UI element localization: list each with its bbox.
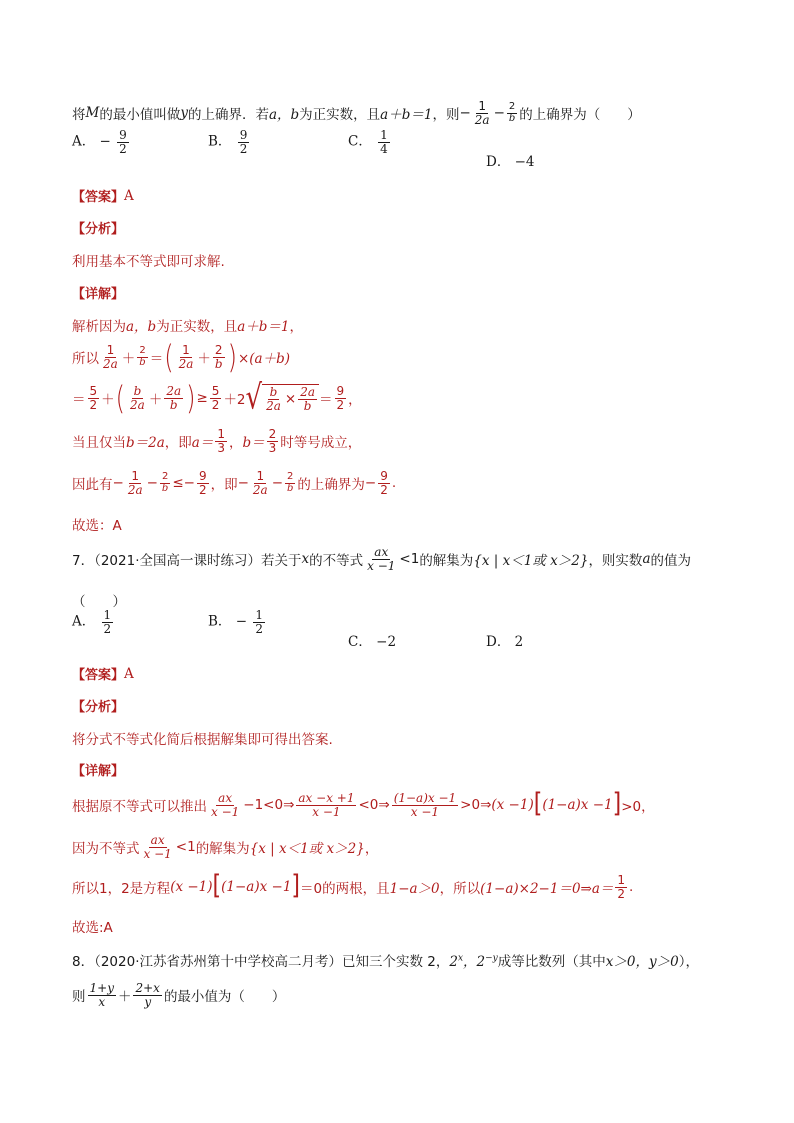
option-label: C． xyxy=(348,133,372,150)
option-label: D． xyxy=(486,634,511,650)
detail-tag: 【详解】 xyxy=(72,287,125,302)
option-sign: − xyxy=(99,133,111,150)
text: 的解集为 xyxy=(419,553,474,570)
q7-analysis-tag xyxy=(72,696,124,715)
q6-stem xyxy=(72,100,641,126)
expr-neg-frac: − $\frac{1}{2a}$ − $\frac{2}{b}$ xyxy=(459,99,516,127)
text: 的最小值叫做 xyxy=(99,107,181,124)
q6-analysis-tag xyxy=(72,218,124,237)
option-num: 9 xyxy=(119,127,127,142)
option-a xyxy=(72,609,115,635)
text: ，则实数 xyxy=(588,553,643,570)
solution-set: {x | x＜1或 x＞2} xyxy=(249,841,365,858)
option-label: C． xyxy=(348,634,372,650)
text: ， xyxy=(348,392,362,409)
text: 所以1，2是方程 xyxy=(72,881,171,898)
text: 所以 xyxy=(72,351,99,368)
option-num: 1 xyxy=(380,127,388,142)
analysis-text: 将分式不等式化简后根据解集即可得出答案. xyxy=(72,732,333,748)
q7-stem: 7．（2021·全国高一课时练习）若关于 x 的不等式 $\frac{ax}{x -1}$ <1 的解集为 {x | x＜1或 x＞2} ，则实数 a 的值为 xyxy=(72,545,691,573)
text: 为正实数，且 xyxy=(299,107,381,124)
text: ＋2 xyxy=(223,392,246,409)
text: ，所以 xyxy=(439,881,481,898)
q7-detail-3: 所以1，2是方程 (x −1) [ (1−a)x −1 ] ＝0 的两根，且 1−a＞0 ，所以 (1−a)×2−1＝0⇒a＝ $\frac{1}{2}$ . xyxy=(72,871,634,902)
q7-detail-tag xyxy=(72,760,124,779)
option-den: 2 xyxy=(255,621,263,636)
option-d xyxy=(486,630,523,650)
option-label: B． xyxy=(208,133,232,150)
var-y: y xyxy=(180,105,188,122)
q6-conclusion xyxy=(72,514,122,534)
option-num: 9 xyxy=(239,127,248,142)
q6-detail-3: ＝ $\frac{5}{2}$ ＋ ( $\frac{b}{2a}$ ＋ $\frac{2a}{b}$ ) ≥ $\frac{5}{2}$ ＋2 √ $\frac{b}{2a}$ × $\frac{2a}{b}$ ＝ $\frac{9}{2}$ ， xyxy=(72,378,362,418)
text: . xyxy=(391,475,397,492)
text: 解析因为 xyxy=(72,319,126,335)
option-value: 2 xyxy=(514,634,524,650)
analysis-tag: 【分析】 xyxy=(72,700,125,715)
text: ，即 xyxy=(164,435,192,452)
text: 因为不等式 xyxy=(72,841,140,858)
q6-analysis xyxy=(72,250,225,270)
text: ＝ xyxy=(72,392,86,409)
text: 的解集为 xyxy=(195,841,250,858)
option-b xyxy=(208,129,251,155)
option-label: A． xyxy=(72,133,96,150)
option-value: −4 xyxy=(514,154,535,170)
analysis-text: 利用基本不等式即可求解. xyxy=(72,254,225,270)
text: a＝ xyxy=(191,435,214,452)
option-c xyxy=(348,129,392,155)
option-den: 2 xyxy=(239,141,248,156)
q7-conclusion xyxy=(72,916,113,936)
option-b xyxy=(208,609,267,635)
condition: a＋b＝1 xyxy=(380,107,433,124)
text: ， xyxy=(364,841,379,858)
answer-value: A xyxy=(124,665,134,682)
text: 为正实数，且 xyxy=(156,319,238,335)
answer-value: A xyxy=(124,187,134,204)
q6-detail-5: 因此有 − $\frac{1}{2a}$ − $\frac{2}{b}$ ≤− $\frac{9}{2}$ ，即 − $\frac{1}{2a}$ − $\frac{2}{b}$ 的上确界为 − $\frac{9}{2}$ . xyxy=(72,469,397,497)
q7-detail-1: 根据原不等式可以推出 $\frac{ax}{x -1}$ −1<0⇒ $\frac{ax -x +1}{x -1}$ <0⇒ $\frac{(1-a)x -1}{x -1}$ >0⇒ (x −1) [ (1−a)x −1 ] >0， xyxy=(72,789,655,820)
text: 7．（2021·全国高一课时练习）若关于 xyxy=(72,553,302,570)
text: 的上确界为（ ） xyxy=(519,107,641,124)
text: 的值为 xyxy=(650,553,691,570)
text: 成等比数列（其中 xyxy=(497,954,606,970)
condition: b＝2a xyxy=(126,435,165,452)
text: ×(a＋b) xyxy=(237,351,290,368)
var-a: a xyxy=(642,551,651,568)
conclusion-text: 故选：A xyxy=(72,518,122,534)
option-a xyxy=(72,129,131,155)
text: ，则 xyxy=(432,107,460,124)
analysis-tag: 【分析】 xyxy=(72,222,125,237)
text: ≥ xyxy=(196,390,208,407)
option-value: −2 xyxy=(376,634,397,650)
text: 因此有 xyxy=(72,477,113,494)
q7-detail-2: 因为不等式 $\frac{ax}{x -1}$ <1 的解集为 {x | x＜1或 x＞2} ， xyxy=(72,833,379,861)
var-ab: a，b xyxy=(126,319,157,335)
text: ，即 xyxy=(210,477,238,494)
answer-tag: 【答案】 xyxy=(72,668,125,683)
text: 根据原不等式可以推出 xyxy=(72,799,207,816)
q8-stem-2: 则 $\frac{1+y}{x}$ ＋ $\frac{2+x}{y}$ 的最小值为（ ） xyxy=(72,981,286,1009)
var-M: M xyxy=(85,105,100,122)
var-ab: a，b xyxy=(268,107,300,124)
option-label: B． xyxy=(208,613,232,630)
text: 将 xyxy=(72,107,86,124)
text: 的两根，且 xyxy=(322,881,390,898)
text: 的上确界为 xyxy=(297,477,365,494)
text: . xyxy=(629,879,634,896)
condition: a＋b＝1 xyxy=(237,319,290,335)
q7-paren xyxy=(72,590,126,610)
option-den: 2 xyxy=(103,621,112,636)
q6-detail-tag xyxy=(72,283,124,302)
q6-detail-1 xyxy=(72,315,303,335)
q6-detail-2: 所以 $\frac{1}{2a}$ ＋ $\frac{2}{b}$ ＝ ( $\frac{1}{2a}$ ＋ $\frac{2}{b}$ ) ×(a＋b) xyxy=(72,338,290,376)
q7-analysis xyxy=(72,728,333,748)
option-num: 1 xyxy=(255,607,263,622)
answer-tag: 【答案】 xyxy=(72,190,125,205)
option-num: 1 xyxy=(103,607,112,622)
option-c xyxy=(348,630,396,650)
text: ， xyxy=(289,319,303,335)
text: 时等号成立， xyxy=(280,435,362,452)
option-den: 2 xyxy=(119,141,127,156)
text: （ ） xyxy=(72,594,126,610)
q8-stem: 8．（2020·江苏省苏州第十中学校高二月考）已知三个实数 2， 2$^x$，$2^{-y}$ 成等比数列（其中 x＞0，y＞0 ）， xyxy=(72,950,699,970)
option-d xyxy=(486,150,535,170)
solution-set: {x | x＜1或 x＞2} xyxy=(473,553,589,570)
q7-answer xyxy=(72,664,134,683)
conclusion-text: 故选:A xyxy=(72,920,113,936)
text: 的最小值为（ ） xyxy=(163,989,286,1006)
text: 则 xyxy=(72,989,86,1006)
text: b＝ xyxy=(242,435,265,452)
text: ， xyxy=(228,435,243,452)
option-label: A． xyxy=(72,613,96,630)
text: ＝ xyxy=(319,392,333,409)
text: ）， xyxy=(678,954,699,970)
text: 的不等式 xyxy=(309,553,364,570)
detail-tag: 【详解】 xyxy=(72,764,125,779)
var-x: x xyxy=(301,551,310,568)
text: 的上确界．若 xyxy=(187,107,269,124)
option-label: D． xyxy=(486,154,511,170)
text: 8．（2020·江苏省苏州第十中学校高二月考）已知三个实数 2， xyxy=(72,954,450,970)
option-sign: − xyxy=(235,613,248,630)
q6-detail-4: 当且仅当 b＝2a ，即 a＝ $\frac{1}{3}$ ， b＝ $\frac{2}{3}$ 时等号成立， xyxy=(72,427,362,455)
q6-answer xyxy=(72,186,134,205)
option-den: 4 xyxy=(380,141,388,156)
text: 当且仅当 xyxy=(72,435,126,452)
